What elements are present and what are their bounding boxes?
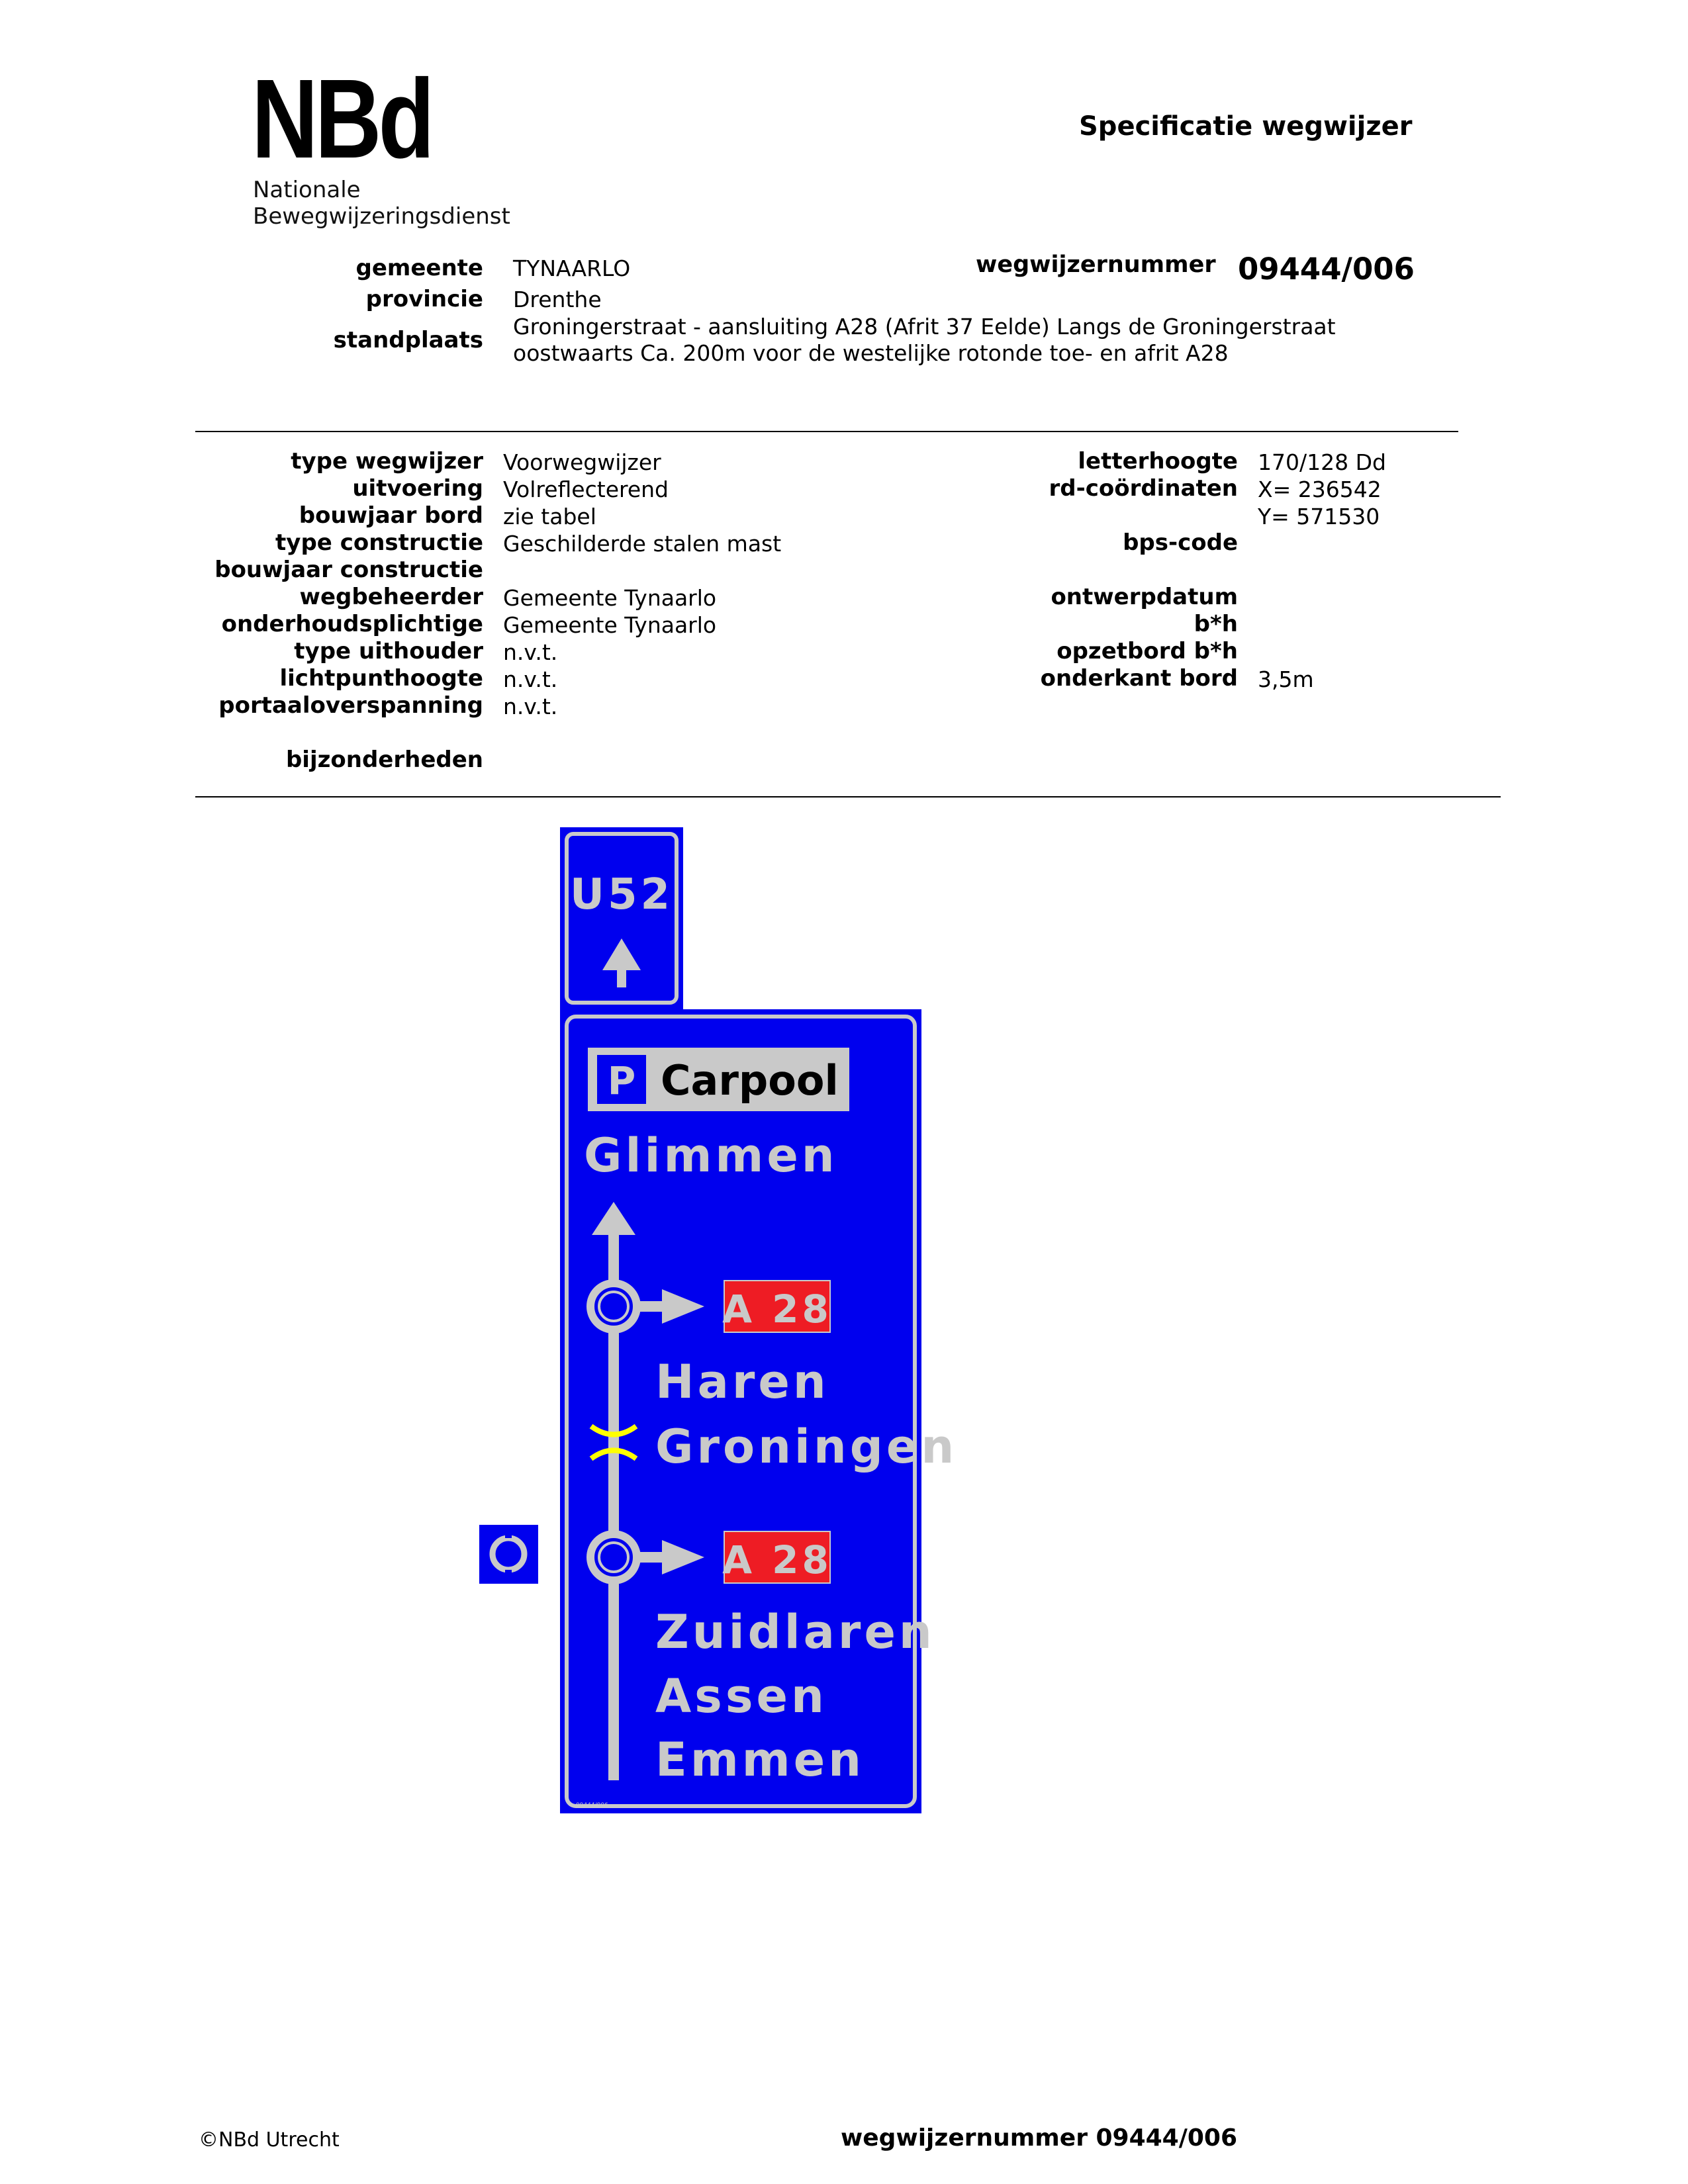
spec-label: uitvoering (352, 475, 483, 502)
spec-value: Geschilderde stalen mast (503, 531, 782, 557)
standplaats-line-2: oostwaarts Ca. 200m voor de westelijke rotonde toe- en afrit A28 (513, 340, 1229, 366)
spec-value: Gemeente Tynaarlo (503, 612, 717, 638)
bps-label: bps-code (1123, 529, 1238, 556)
carpool-text: Carpool (661, 1056, 839, 1105)
spec-label: bouwjaar constructie (214, 557, 483, 583)
spec-label: bouwjaar bord (299, 502, 483, 529)
spec-value: Voorwegwijzer (503, 449, 661, 475)
logo-line-1: Nationale (253, 177, 361, 203)
exit-1-road: A 28 (722, 1287, 832, 1332)
spec-label: portaaloverspanning (218, 692, 483, 719)
onderkant-value: 3,5m (1258, 666, 1314, 692)
spec-value: Volreflecterend (503, 477, 669, 502)
onderkant-label: onderkant bord (1040, 665, 1238, 692)
letterhoogte-label: letterhoogte (1078, 448, 1238, 475)
spec-label: onderhoudsplichtige (221, 611, 483, 637)
parking-icon-letter: P (607, 1058, 636, 1103)
wegwijzernummer-value: 09444/006 (1238, 251, 1415, 287)
spec-label: type constructie (275, 529, 483, 556)
exit-1-dest-2: Groningen (655, 1420, 958, 1474)
roundabout-thumbnail-icon (479, 1525, 538, 1584)
rd-x-value: X= 236542 (1258, 477, 1382, 502)
bh-label: b*h (1194, 611, 1238, 637)
letterhoogte-value: 170/128 Dd (1258, 449, 1386, 475)
dest-straight: Glimmen (584, 1128, 838, 1183)
provincie-label: provincie (365, 286, 483, 312)
spec-value: Gemeente Tynaarlo (503, 585, 717, 611)
exit-2-dest-3: Emmen (655, 1733, 865, 1787)
gemeente-label: gemeente (355, 255, 483, 281)
exit-2-dest-1: Zuidlaren (655, 1605, 935, 1659)
spec-label: lichtpunthoogte (279, 665, 483, 692)
logo-line-2: Bewegwijzeringsdienst (253, 203, 510, 230)
gemeente-value: TYNAARLO (513, 255, 631, 281)
footer-copyright: ©NBd Utrecht (199, 2128, 340, 2152)
spec-value: n.v.t. (503, 694, 558, 719)
wegwijzernummer-label: wegwijzernummer (976, 251, 1216, 278)
nbd-logo: NBd (252, 56, 432, 182)
spec-label: type uithouder (294, 638, 483, 664)
sign-small-code: 09444/006 (576, 1802, 608, 1809)
document-title: Specificatie wegwijzer (1079, 111, 1413, 142)
route-topper (560, 827, 683, 1009)
spec-value: n.v.t. (503, 666, 558, 692)
spec-label: bijzonderheden (285, 747, 483, 773)
spec-label: type wegwijzer (291, 448, 483, 475)
rd-label: rd-coördinaten (1049, 475, 1238, 502)
exit-2-dest-2: Assen (655, 1669, 827, 1723)
spec-value: n.v.t. (503, 639, 558, 665)
spec-label: wegbeheerder (299, 584, 483, 610)
exit-1-dest-1: Haren (655, 1355, 829, 1409)
provincie-value: Drenthe (513, 287, 602, 312)
opzetbord-label: opzetbord b*h (1056, 638, 1238, 664)
ontwerpdatum-label: ontwerpdatum (1051, 584, 1238, 610)
standplaats-label: standplaats (333, 327, 483, 353)
exit-2-road: A 28 (722, 1537, 832, 1582)
standplaats-line-1: Groningerstraat - aansluiting A28 (Afrit 37 Eelde) Langs de Groningerstraat (513, 314, 1336, 340)
rd-y-value: Y= 571530 (1258, 504, 1380, 529)
footer-number: wegwijzernummer 09444/006 (841, 2124, 1238, 2152)
spec-value: zie tabel (503, 504, 596, 529)
route-number: U52 (569, 870, 674, 919)
